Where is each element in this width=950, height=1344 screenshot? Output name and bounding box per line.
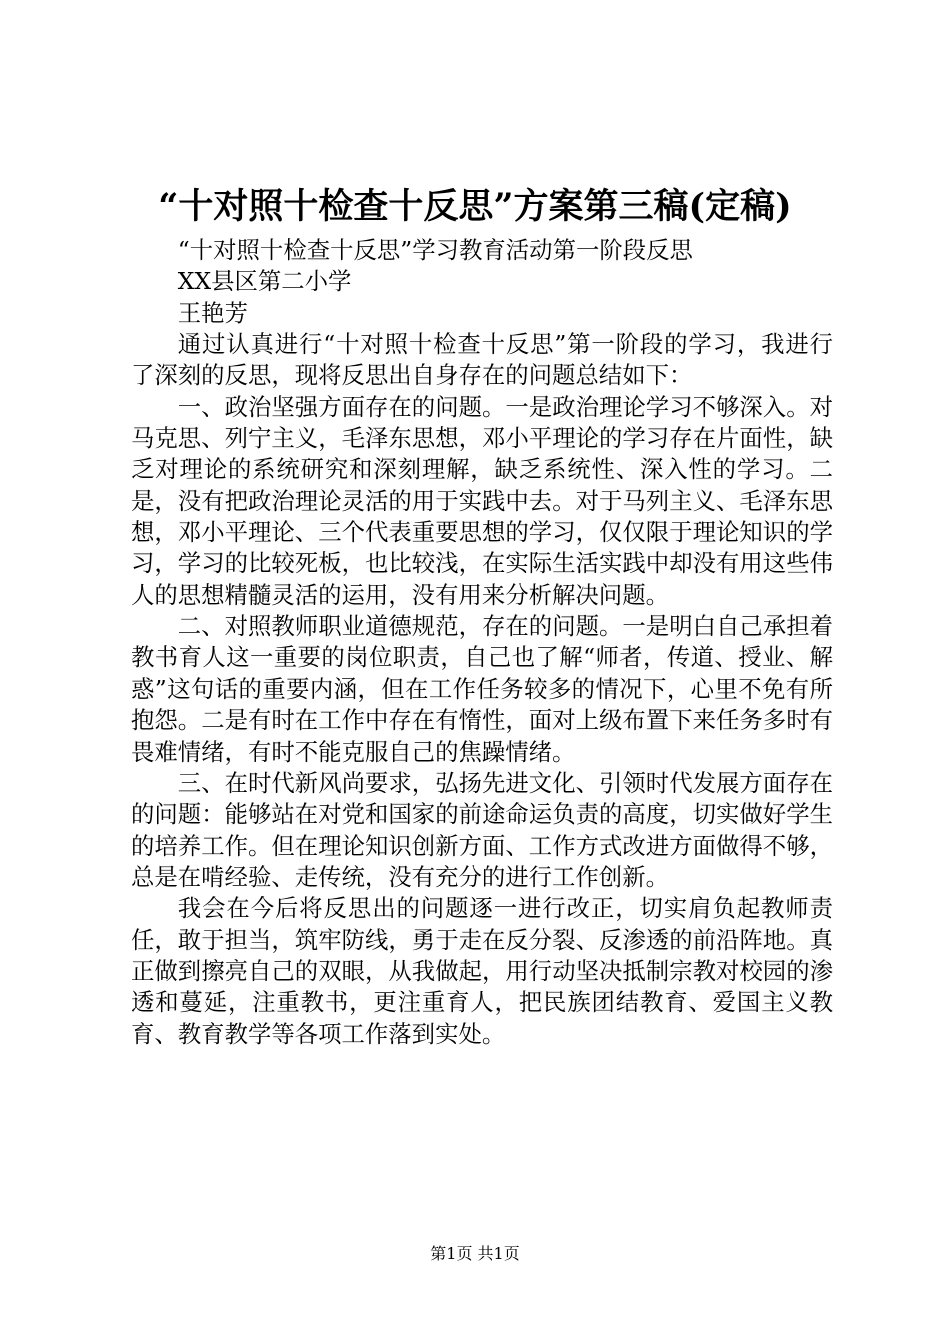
body-paragraph-ethics: 二、对照教师职业道德规范，存在的问题。一是明白自己承担着教书育人这一重要的岗位职责，自己也了解“师者，传道、授业、解惑”这句话的重要内涵，但在工作任务较多的情况下，心里不免有所抱怨。二是有时在工作中存在有惰性，面对上级布置下来任务多时有畏难情绪，有时不能克服自己的焦躁情绪。 [131, 612, 833, 766]
body-paragraph-intro: 通过认真进行“十对照十检查十反思”第一阶段的学习，我进行了深刻的反思，现将反思出自身存在的问题总结如下： [131, 330, 833, 390]
document-title: “十对照十检查十反思”方案第三稿(定稿) [158, 186, 792, 227]
school-name: XX县区第二小学 [177, 267, 352, 296]
author-name: 王艳芳 [177, 298, 248, 327]
body-paragraph-conclusion: 我会在今后将反思出的问题逐一进行改正，切实肩负起教师责任，敢于担当，筑牢防线，勇于走在反分裂、反渗透的前沿阵地。真正做到擦亮自己的双眼，从我做起，用行动坚决抵制宗教对校园的渗透和蔓延，注重教书，更注重育人，把民族团结教育、爱国主义教育、教育教学等各项工作落到实处。 [131, 894, 833, 1048]
page-number-footer: 第1页 共1页 [430, 1244, 520, 1263]
document-body [131, 235, 833, 1050]
document-subtitle: “十对照十检查十反思”学习教育活动第一阶段反思 [177, 236, 693, 264]
body-paragraph-politics: 一、政治坚强方面存在的问题。一是政治理论学习不够深入。对马克思、列宁主义，毛泽东思想，邓小平理论的学习存在片面性，缺乏对理论的系统研究和深刻理解，缺乏系统性、深入性的学习。二是，没有把政治理论灵活的用于实践中去。对于马列主义、毛泽东思想，邓小平理论、三个代表重要思想的学习，仅仅限于理论知识的学习，学习的比较死板，也比较浅，在实际生活实践中却没有用这些伟人的思想精髓灵活的运用，没有用来分析解决问题。 [131, 392, 833, 609]
body-paragraph-culture: 三、在时代新风尚要求，弘扬先进文化、引领时代发展方面存在的问题：能够站在对党和国家的前途命运负责的高度，切实做好学生的培养工作。但在理论知识创新方面、工作方式改进方面做得不够，总是在啃经验、走传统，没有充分的进行工作创新。 [131, 768, 833, 891]
